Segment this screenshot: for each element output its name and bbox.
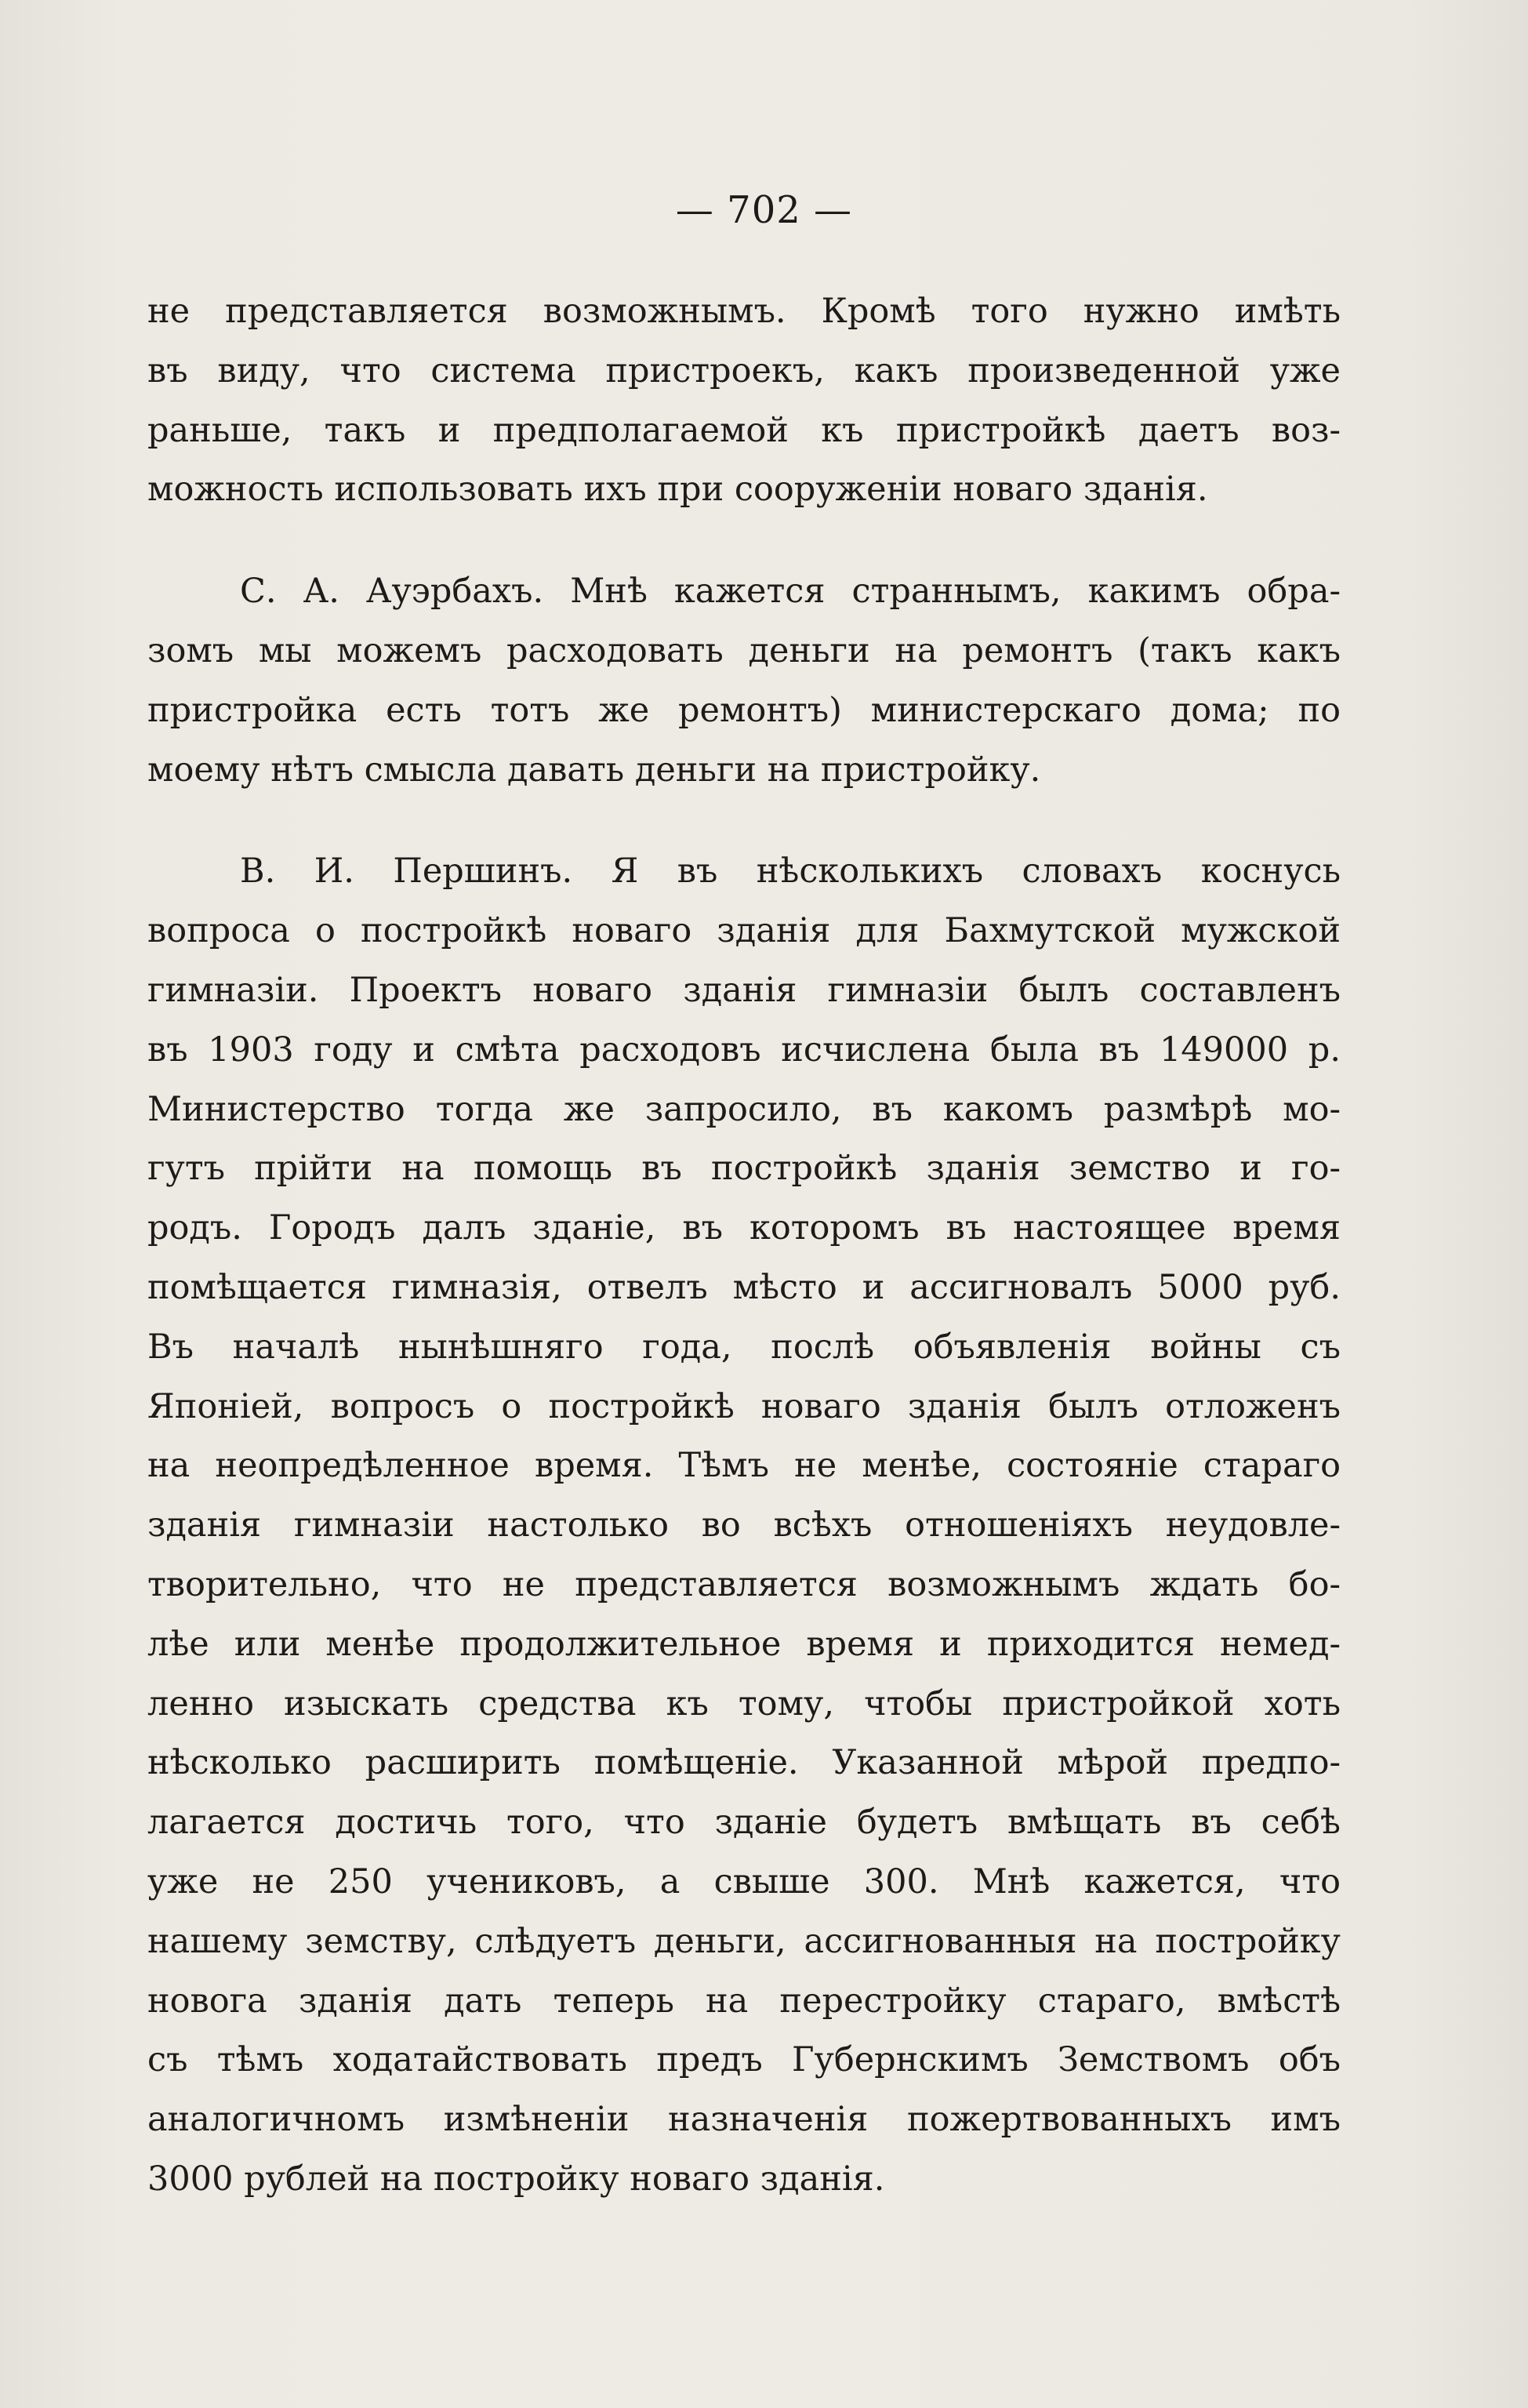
text-line: зомъ мы можемъ расходовать деньги на ремонтъ (такъ какъ <box>147 630 1341 670</box>
text-line: съ тѣмъ ходатайствовать предъ Губернскимъ Земствомъ объ <box>147 2040 1341 2080</box>
text-line: аналогичномъ измѣненіи назначенія пожертвованныхъ имъ <box>147 2100 1341 2140</box>
text-line: можность использовать ихъ при сооруженіи новаго зданія. <box>147 470 1208 510</box>
text-line: гутъ прійти на помощь въ постройкѣ зданія земство и го- <box>147 1149 1341 1189</box>
paragraph-3 <box>147 842 1341 2209</box>
text-line: С. А. Ауэрбахъ. Мнѣ кажется страннымъ, какимъ обра- <box>240 572 1341 612</box>
text-line: В. И. Першинъ. Я въ нѣсколькихъ словахъ коснусь <box>240 852 1341 892</box>
text-line: на неопредѣленное время. Тѣмъ не менѣе, состояніе стараго <box>147 1446 1341 1486</box>
text-line: родъ. Городъ далъ зданіе, въ которомъ въ настоящее время <box>147 1208 1341 1248</box>
text-line: новога зданія дать теперь на перестройку стараго, вмѣстѣ <box>147 1981 1341 2021</box>
text-line: въ виду, что система пристроекъ, какъ произведенной уже <box>147 350 1341 390</box>
text-line: вопроса о постройкѣ новаго зданія для Бахмутской мужской <box>147 911 1341 951</box>
text-line: помѣщается гимназія, отвелъ мѣсто и ассигновалъ 5000 руб. <box>147 1267 1341 1307</box>
text-line: раньше, такъ и предполагаемой къ пристройкѣ даетъ воз- <box>147 410 1341 450</box>
text-line: Министерство тогда же запросило, въ какомъ размѣрѣ мо- <box>147 1089 1341 1129</box>
text-line: Въ началѣ нынѣшняго года, послѣ объявленія войны съ <box>147 1327 1341 1367</box>
text-line: уже не 250 учениковъ, а свыше 300. Мнѣ кажется, что <box>147 1861 1341 1901</box>
text-line: въ 1903 году и смѣта расходовъ исчислена была въ 149000 р. <box>147 1030 1341 1070</box>
body-text <box>147 282 1341 2210</box>
text-line: моему нѣтъ смысла давать деньги на пристройку. <box>147 750 1041 790</box>
text-line: ленно изыскать средства къ тому, чтобы пристройкой хоть <box>147 1683 1341 1723</box>
text-line: не представляется возможнымъ. Кромѣ того нужно имѣть <box>147 292 1341 331</box>
text-line: лагается достичь того, что зданіе будетъ вмѣщать въ себѣ <box>147 1803 1341 1843</box>
text-line: гимназіи. Проектъ новаго зданія гимназіи былъ составленъ <box>147 970 1341 1010</box>
paragraph-1 <box>147 282 1341 520</box>
text-line: нашему земству, слѣдуетъ деньги, ассигнованныя на постройку <box>147 1921 1341 1961</box>
text-line: зданія гимназіи настолько во всѣхъ отношеніяхъ неудовле- <box>147 1505 1341 1545</box>
text-line: творительно, что не представляется возможнымъ ждать бо- <box>147 1564 1341 1604</box>
text-line: нѣсколько расширить помѣщеніе. Указанной мѣрой предпо- <box>147 1743 1341 1783</box>
text-line: лѣе или менѣе продолжительное время и приходится немед- <box>147 1624 1341 1664</box>
text-line: 3000 рублей на постройку новаго зданія. <box>147 2159 885 2199</box>
page-number: — 702 — <box>675 188 853 232</box>
text-line: Японіей, вопросъ о постройкѣ новаго зданія былъ отложенъ <box>147 1386 1341 1426</box>
paragraph-2 <box>147 562 1341 800</box>
text-line: пристройка есть тотъ же ремонтъ) министерскаго дома; по <box>147 690 1341 730</box>
